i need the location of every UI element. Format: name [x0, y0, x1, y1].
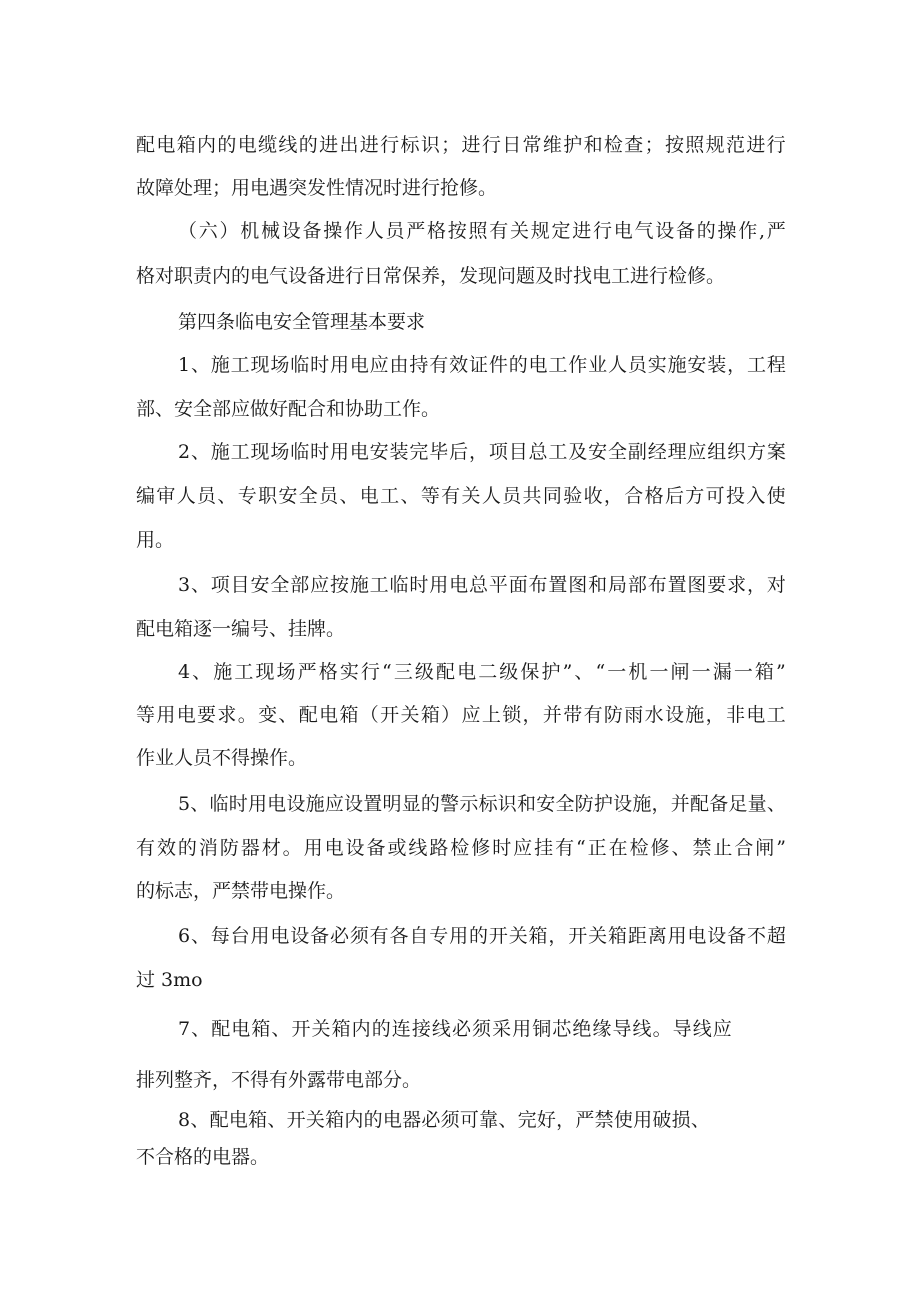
- paragraph-8-line-1: 5 、 临 时 用 电 设 施 应 设 置 明 显 的 警 示 标 识 和 安 全 防 护 设 施 ， 并 配 备 足 量 、: [178, 793, 786, 815]
- paragraph-7-line-3: 作业人员不得操作。: [136, 747, 308, 769]
- paragraph-11-line-1: 8 、 配 电 箱 、 开 关 箱 内 的 电 器 必 须 可 靠 、 完 好 ， 严 禁 使 用 破 损 、: [178, 1109, 710, 1131]
- paragraph-8-line-2: 有 效 的 消 防 器 材 。 用 电 设 备 或 线 路 检 修 时 应 挂 有 “ 正 在 检 修 、 禁 止 合 闸 ”: [136, 837, 786, 859]
- paragraph-7-line-2: 等 用 电 要 求 。 变 、 配 电 箱 （ 开 关 箱 ） 应 上 锁 ， 并 带 有 防 雨 水 设 施 ， 非 电 工: [136, 704, 786, 726]
- paragraph-7-line-1: 4 、 施 工 现 场 严 格 实 行 “ 三 级 配 电 二 级 保 护 ” 、 “ 一 机 一 闸 一 漏 一 箱 ”: [178, 661, 786, 683]
- paragraph-6-line-2: 配电箱逐一编号、挂牌。: [136, 618, 346, 640]
- paragraph-10-line-1: 7 、 配 电 箱 、 开 关 箱 内 的 连 接 线 必 须 采 用 铜 芯 绝 缘 导 线 。 导 线 应: [178, 1018, 732, 1040]
- paragraph-4-line-1: 1 、 施 工 现 场 临 时 用 电 应 由 持 有 效 证 件 的 电 工 作 业 人 员 实 施 安 装 ， 工 程: [178, 354, 786, 376]
- paragraph-9-line-1: 6 、 每 台 用 电 设 备 必 须 有 各 自 专 用 的 开 关 箱 ， 开 关 箱 距 离 用 电 设 备 不 超: [178, 925, 786, 947]
- paragraph-5-line-1: 2 、 施 工 现 场 临 时 用 电 安 装 完 毕 后 ， 项 目 总 工 及 安 全 副 经 理 应 组 织 方 案: [178, 441, 786, 463]
- paragraph-4-line-2: 部、安全部应做好配合和协助工作。: [136, 398, 441, 420]
- paragraph-1-line-1: 配 电 箱 内 的 电 缆 线 的 进 出 进 行 标 识 ； 进 行 日 常 维 护 和 检 查 ； 按 照 规 范 进 行: [136, 134, 786, 156]
- section-heading: 第四条临电安全管理基本要求: [178, 311, 426, 333]
- paragraph-2-line-1: （ 六 ） 机 械 设 备 操 作 人 员 严 格 按 照 有 关 规 定 进 行 电 气 设 备 的 操 作 , 严: [178, 220, 786, 242]
- paragraph-11-line-2: 不合格的电器。: [136, 1146, 270, 1168]
- paragraph-5-line-3: 用。: [136, 529, 175, 551]
- paragraph-10-line-2: 排列整齐，不得有外露带电部分。: [136, 1069, 422, 1091]
- paragraph-2-line-2: 格对职责内的电气设备进行日常保养，发现问题及时找电工进行检修。: [136, 265, 726, 287]
- paragraph-8-line-3: 的标志，严禁带电操作。: [136, 880, 346, 902]
- paragraph-9-line-2: 过 3mo: [136, 969, 203, 991]
- paragraph-6-line-1: 3 、 项 目 安 全 部 应 按 施 工 临 时 用 电 总 平 面 布 置 图 和 局 部 布 置 图 要 求 ， 对: [178, 574, 786, 596]
- paragraph-1-line-2: 故障处理；用电遇突发性情况时进行抢修。: [136, 177, 498, 199]
- paragraph-5-line-2: 编 审 人 员 、 专 职 安 全 员 、 电 工 、 等 有 关 人 员 共 同 验 收 ， 合 格 后 方 可 投 入 使: [136, 485, 786, 507]
